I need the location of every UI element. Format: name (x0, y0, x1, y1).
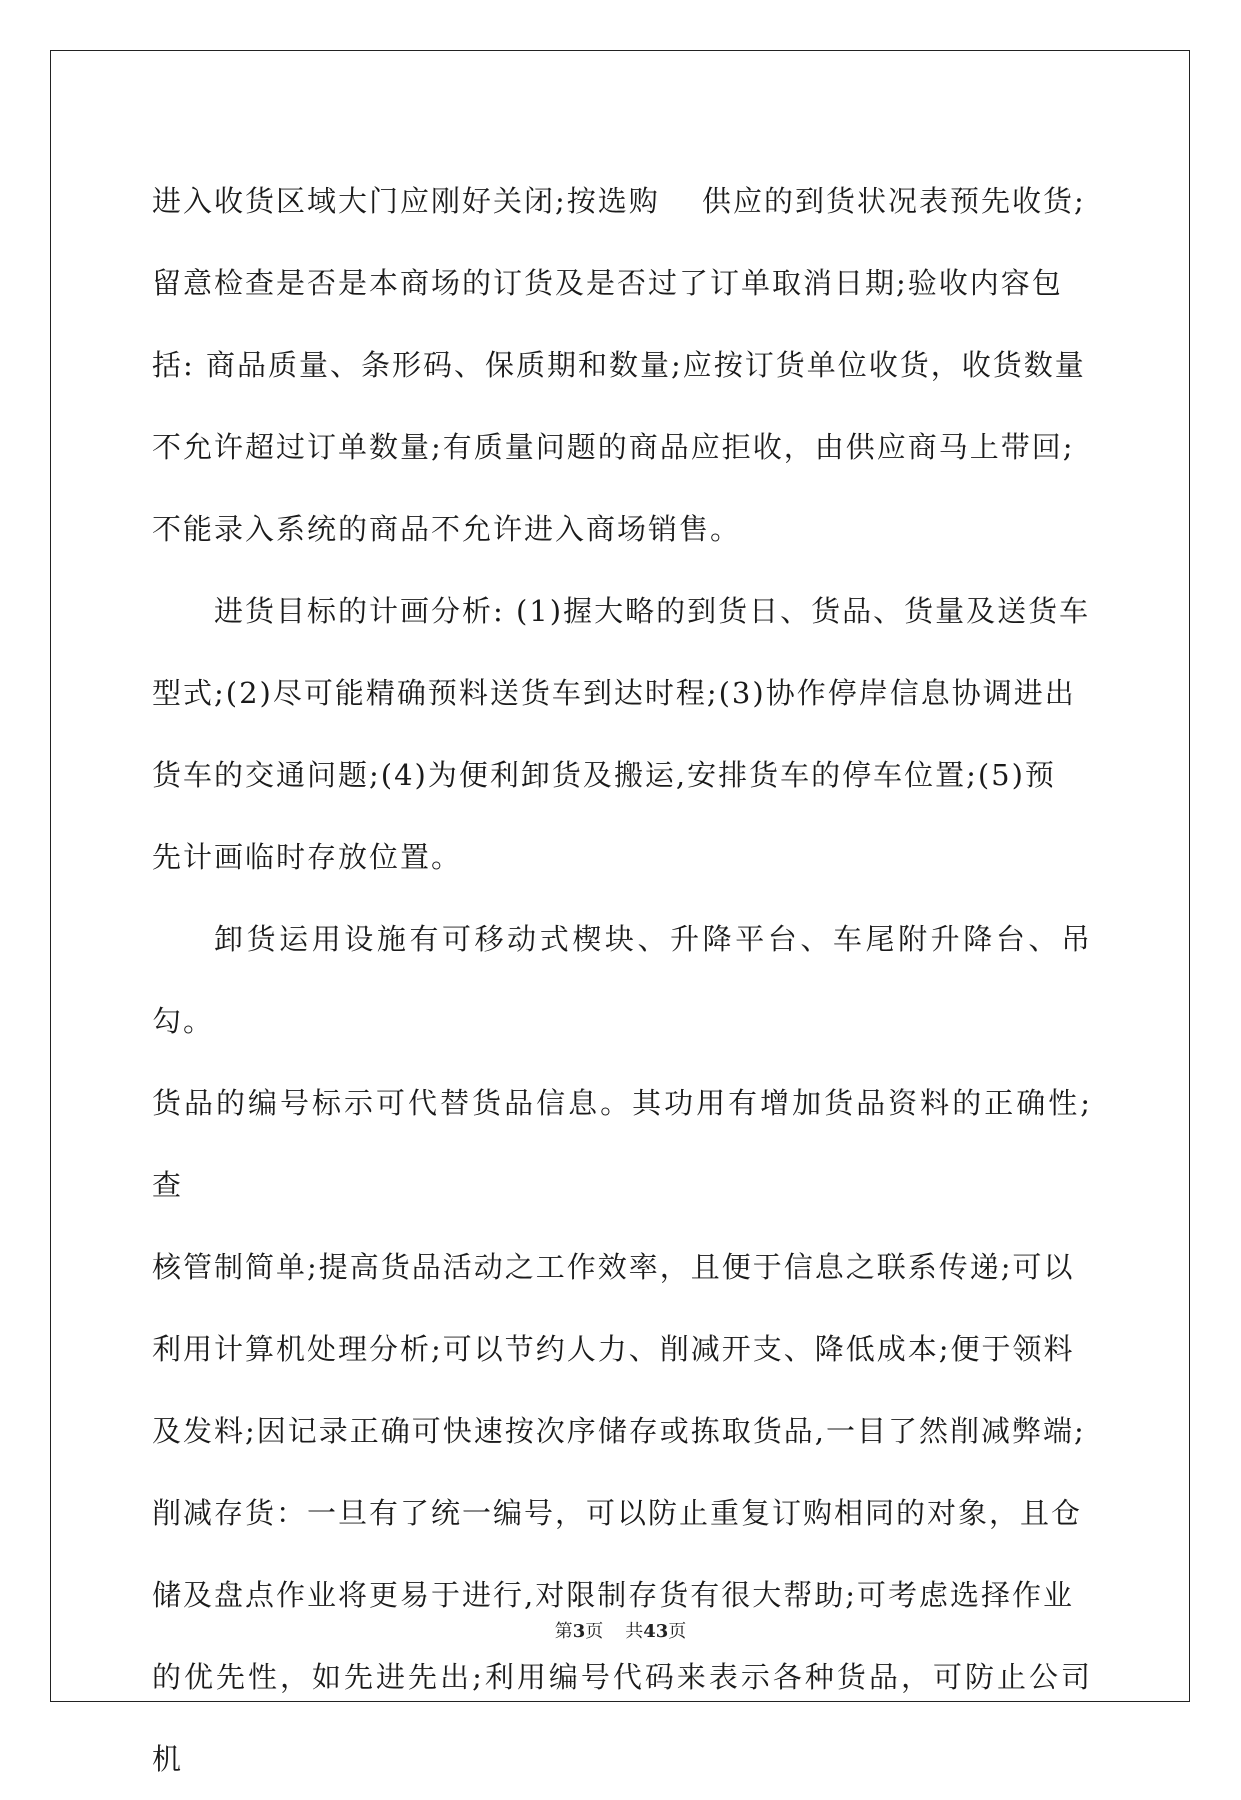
text-line: 货车的交通问题;(4)为便利卸货及搬运,安排货车的停车位置;(5)预 (152, 758, 1056, 792)
text-line: 进货目标的计画分析: (1)握大略的到货日、货品、货量及送货车 (214, 594, 1091, 628)
text-line: 核管制简单;提高货品活动之工作效率，且便于信息之联系传递;可以 (152, 1250, 1075, 1284)
total-pages: 43 (643, 1621, 669, 1642)
page-suffix: 页 (585, 1621, 604, 1642)
text-line: 先计画临时存放位置。 (152, 840, 463, 874)
total-prefix: 共 (625, 1621, 644, 1642)
paragraph-unloading (152, 898, 1092, 1800)
total-suffix: 页 (668, 1621, 687, 1642)
text-line: 利用计算机处理分析;可以节约人力、削减开支、降低成本;便于领料 (152, 1332, 1075, 1366)
page-number: 3 (572, 1621, 586, 1642)
text-line: 留意检查是否是本商场的订货及是否过了订单取消日期;验收内容包 (152, 266, 1063, 300)
text-line: 括: 商品质量、条形码、保质期和数量;应按订货单位收货，收货数量 (152, 348, 1086, 382)
text-line: 卸货运用设施有可移动式楔块、升降平台、车尾附升降台、吊勾。 (152, 922, 1092, 1038)
paragraph-receiving (152, 160, 1092, 570)
text-line: 及发料;因记录正确可快速按次序储存或拣取货品,一目了然削减弊端; (152, 1414, 1086, 1448)
text-line: 不能录入系统的商品不允许进入商场销售。 (152, 512, 742, 546)
text-line: 进入收货区域大门应刚好关闭;按选购 供应的到货状况表预先收货; (152, 184, 1086, 218)
paragraph-planning (152, 570, 1092, 898)
text-line: 储及盘点作业将更易于进行,对限制存货有很大帮助;可考虑选择作业 (152, 1578, 1074, 1612)
page-footer (0, 1620, 1241, 1644)
document-body (152, 160, 1092, 1800)
text-line: 型式;(2)尽可能精确预料送货车到达时程;(3)协作停岸信息协调进出 (152, 676, 1076, 710)
text-line: 货品的编号标示可代替货品信息。其功用有增加货品资料的正确性;查 (152, 1086, 1092, 1202)
text-line: 不允许超过订单数量;有质量问题的商品应拒收，由供应商马上带回; (152, 430, 1075, 464)
text-line: 削减存货：一旦有了统一编号，可以防止重复订购相同的对象，且仓 (152, 1496, 1083, 1530)
text-line: 的优先性，如先进先出;利用编号代码来表示各种货品，可防止公司机 (152, 1660, 1092, 1776)
page-prefix: 第 (554, 1621, 573, 1642)
